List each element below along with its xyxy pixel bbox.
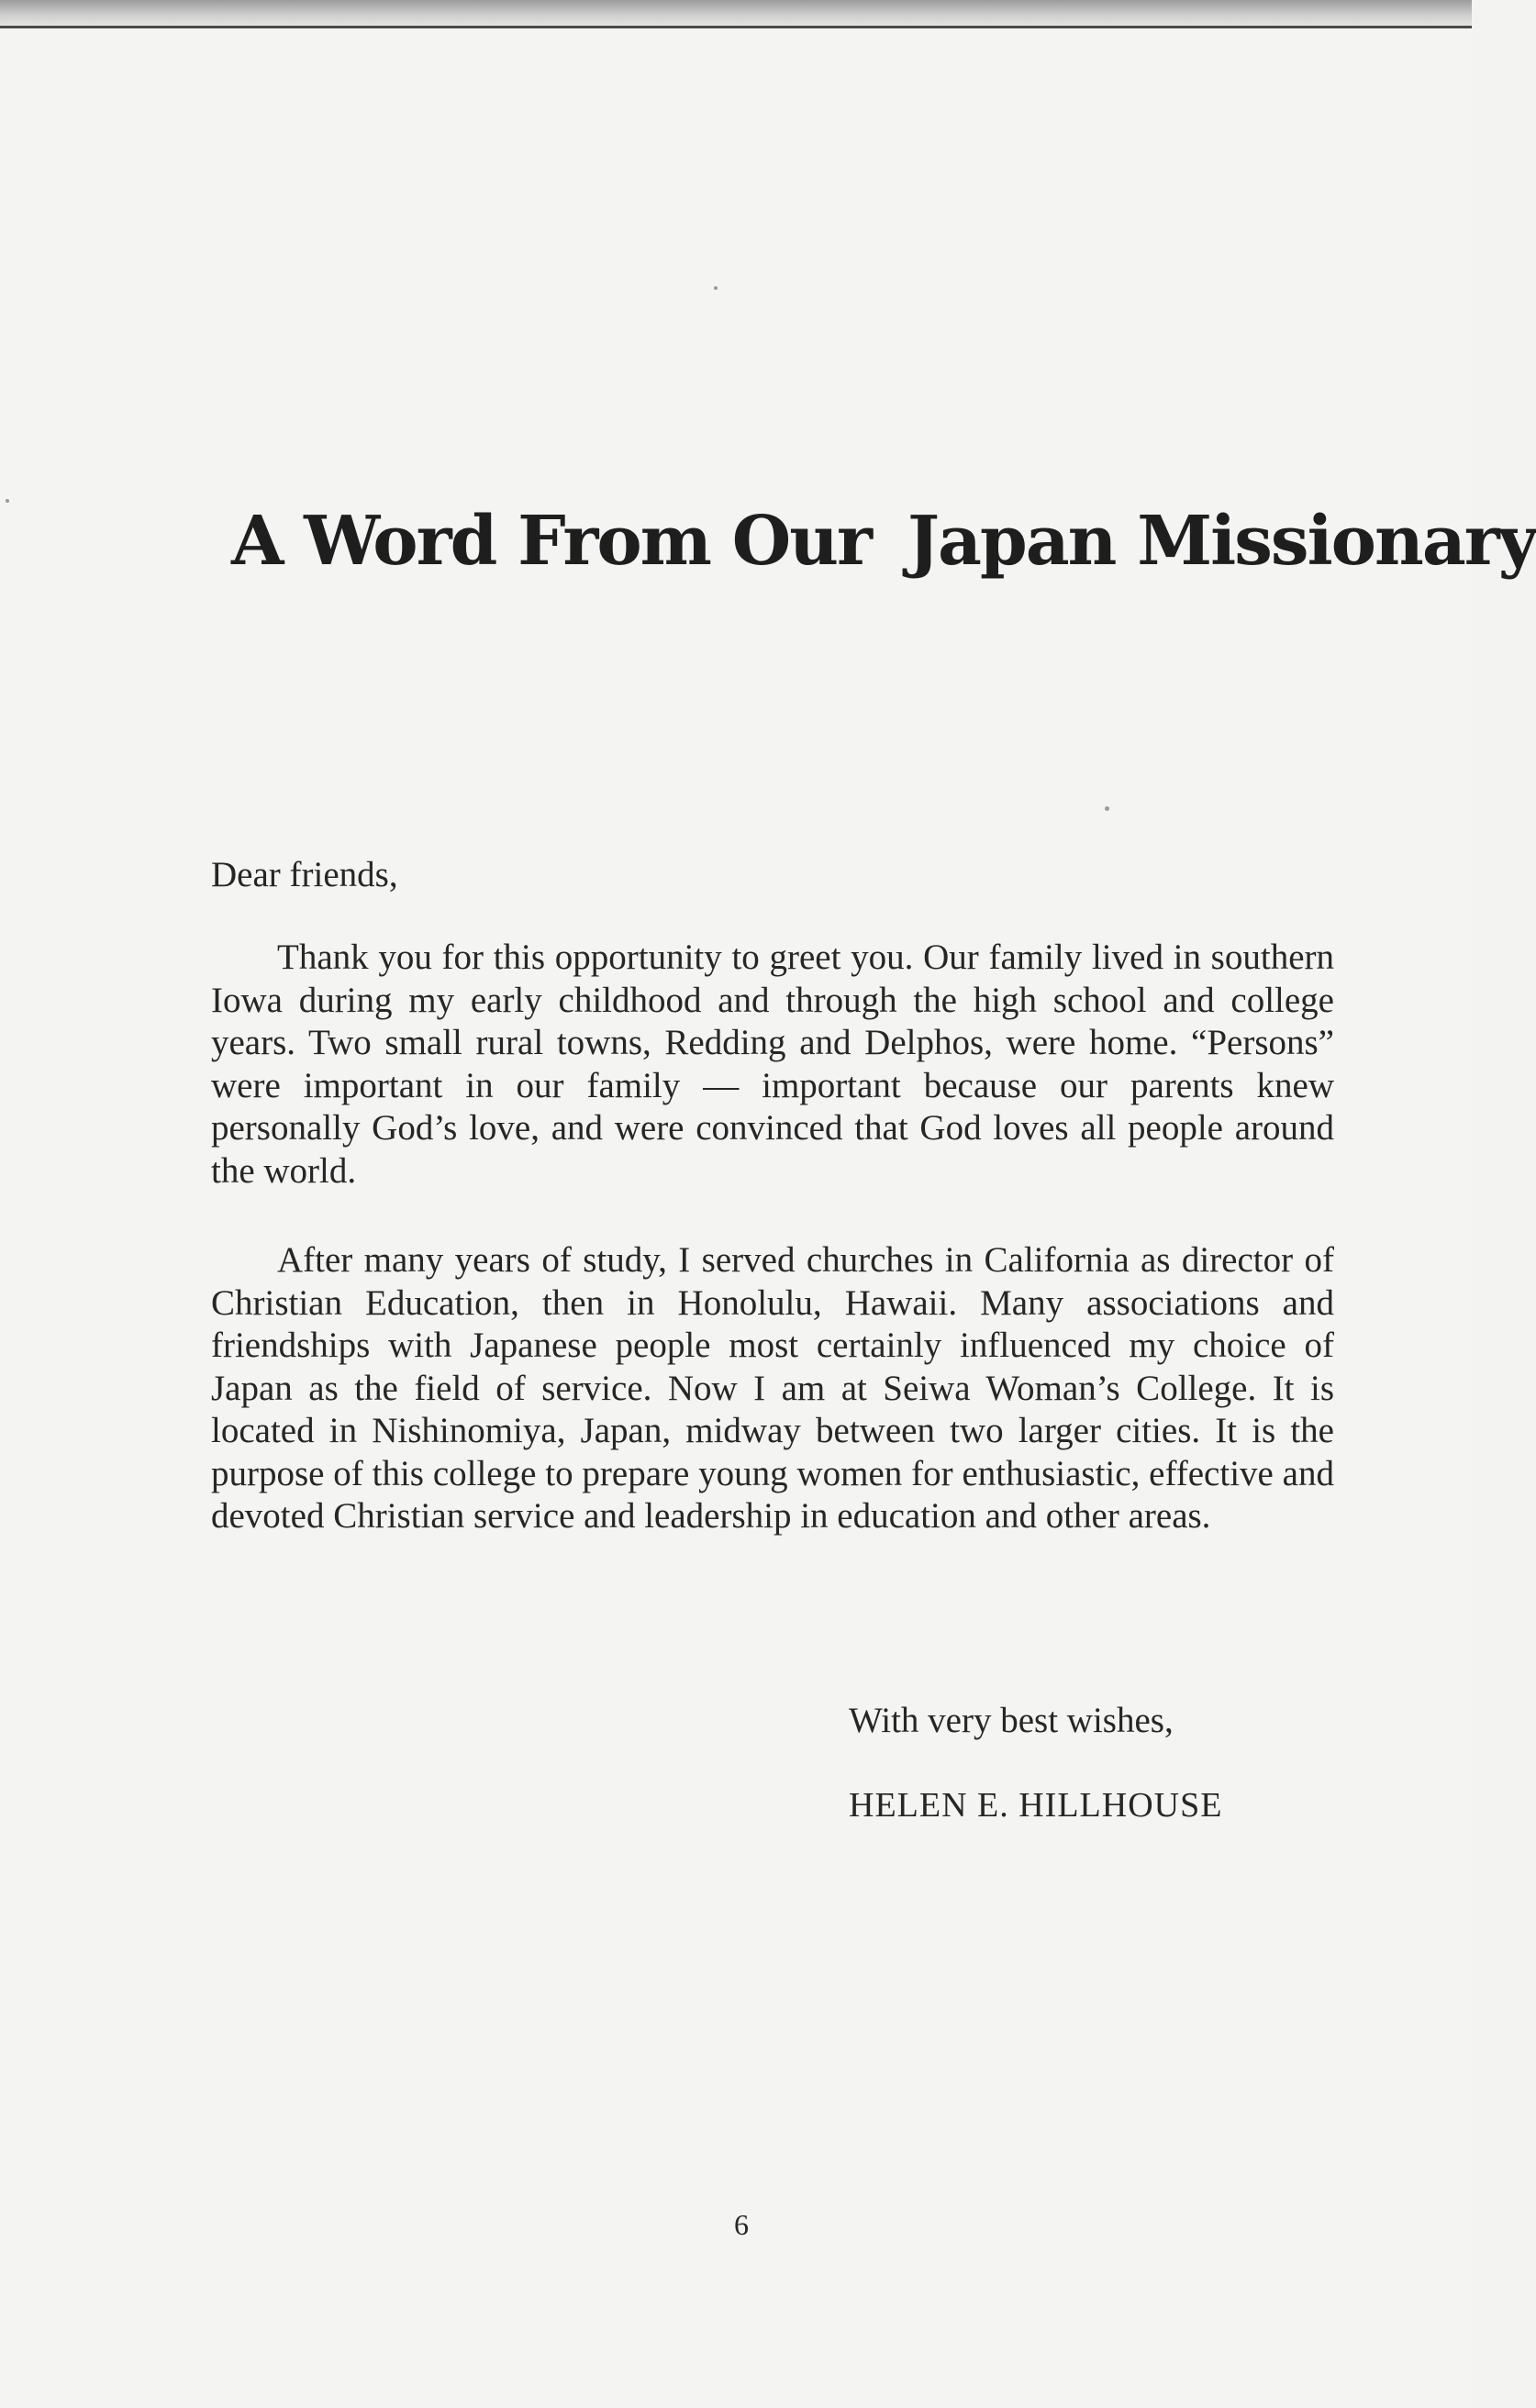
scan-speck [714, 286, 718, 290]
title-part-1: A Word From Our [231, 502, 871, 581]
scan-speck [1105, 806, 1109, 811]
closing: With very best wishes, [849, 1701, 1174, 1740]
title-part-2: Japan Missionary [907, 502, 1536, 581]
scan-speck [6, 499, 9, 503]
body-paragraph-2: After many years of study, I served churches in California as director of Christian Education, then in Honolulu, Hawaii. Many associations and friendships with Japanese people most certainly influenced my choice of Japan as the field of service. Now I am at Seiwa Woman’s College. It is located in Nishinomiya, Japan, midway between two larger cities. It is the purpose of this college to prepare young women for enthusiastic, effective and devoted Christian service and leadership in education and other areas. [211, 1240, 1334, 1536]
signature: HELEN E. HILLHOUSE [849, 1786, 1223, 1825]
body-paragraph-1: Thank you for this opportunity to greet you. Our family lived in southern Iowa during my early childhood and through the high school and college years. Two small rural towns, Redding and Delphos, were home. “Persons” were important in our family — important because our parents knew personally God’s love, and were convinced that God loves all people around the world. [211, 938, 1334, 1191]
page-title [231, 495, 1536, 587]
page-number: 6 [734, 2208, 749, 2241]
document-page [0, 28, 1472, 2408]
scan-top-edge [0, 0, 1472, 26]
salutation: Dear friends, [211, 855, 398, 894]
